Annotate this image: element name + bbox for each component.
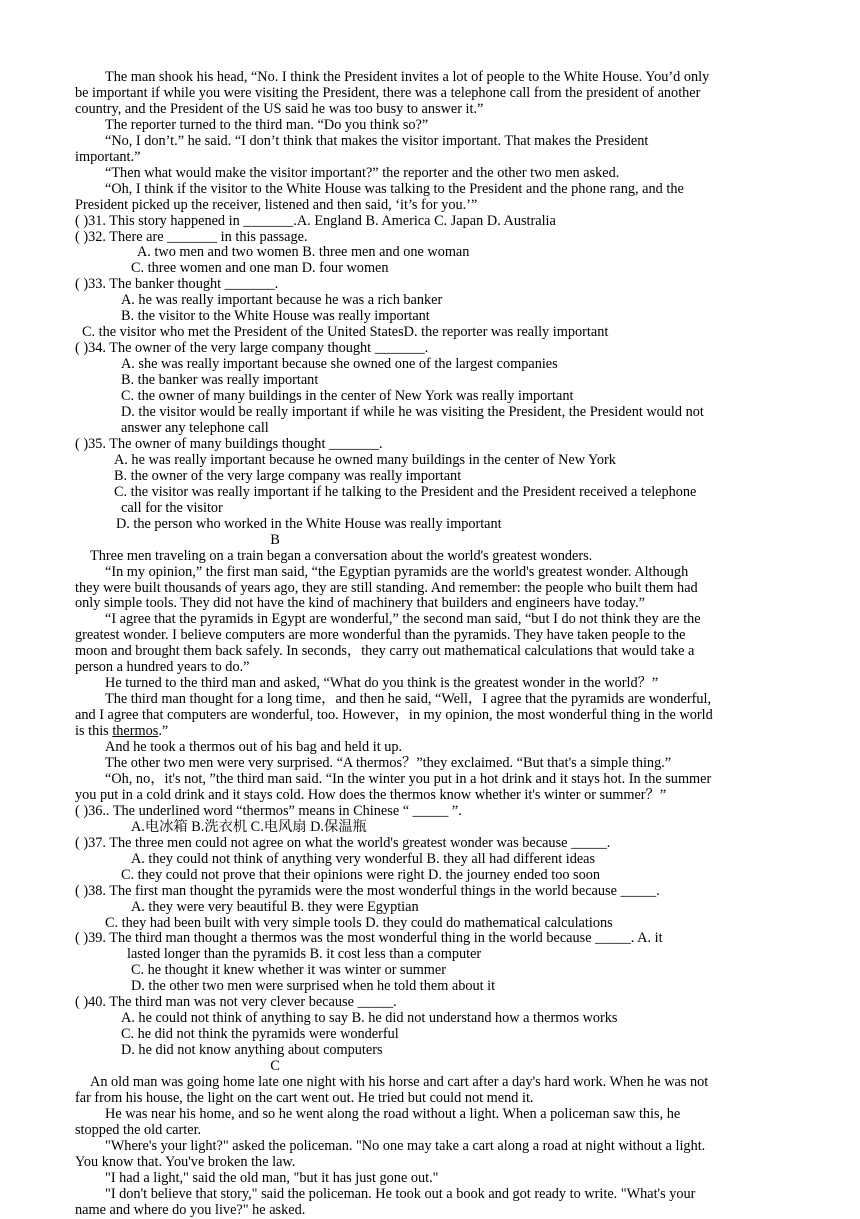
text-line bbox=[0, 628, 860, 644]
text-line bbox=[0, 357, 860, 373]
line-text: B. the owner of the very large company was really important bbox=[114, 467, 462, 484]
line-text: He turned to the third man and asked, “What do you think is the greatest wonder in the world？” bbox=[105, 675, 659, 692]
text-line bbox=[0, 421, 860, 437]
line-text: You know that. You've broken the law. bbox=[75, 1153, 296, 1170]
text-line bbox=[0, 70, 860, 86]
line-text: A. he was really important because he was a rich banker bbox=[121, 292, 443, 309]
line-text: President picked up the receiver, listened and then said, ‘it’s for you.’” bbox=[75, 196, 478, 213]
text-line bbox=[0, 660, 860, 676]
line-text: A.电冰箱 B.洗衣机 C.电风扇 D.保温瓶 bbox=[131, 818, 367, 835]
line-text: C. they had been built with very simple tools D. they could do mathematical calculations bbox=[105, 914, 613, 931]
line-text: C. they could not prove that their opinions were right D. the journey ended too soon bbox=[121, 866, 600, 883]
text-line bbox=[0, 836, 860, 852]
line-text: is this bbox=[75, 723, 113, 740]
text-line bbox=[0, 1043, 860, 1059]
text-line bbox=[0, 485, 860, 501]
line-text: ( )39. The third man thought a thermos was the most wonderful thing in the world because _____. A. it bbox=[75, 930, 663, 947]
line-text: A. they were very beautiful B. they were Egyptian bbox=[131, 898, 419, 915]
line-text: A. two men and two women B. three men and one woman bbox=[137, 244, 470, 261]
text-line bbox=[0, 405, 860, 421]
line-text: C. the visitor was really important if he talking to the President and the President received a telephone bbox=[114, 483, 697, 500]
line-text: B. the banker was really important bbox=[121, 372, 319, 389]
line-text: C. he thought it knew whether it was winter or summer bbox=[131, 962, 446, 979]
text-line bbox=[0, 166, 860, 182]
line-text-end: .” bbox=[158, 723, 169, 740]
text-line bbox=[0, 947, 860, 963]
text-line bbox=[0, 1011, 860, 1027]
line-text: lasted longer than the pyramids B. it cost less than a computer bbox=[127, 946, 482, 963]
text-line bbox=[0, 884, 860, 900]
line-text: Three men traveling on a train began a conversation about the world's greatest wonders. bbox=[90, 547, 593, 564]
line-text: "I don't believe that story," said the policeman. He took out a book and got ready to write. "What's your bbox=[105, 1185, 696, 1202]
text-line bbox=[0, 517, 860, 533]
line-text: ( )33. The banker thought _______. bbox=[75, 276, 279, 293]
text-line bbox=[0, 325, 860, 341]
text-line bbox=[0, 1107, 860, 1123]
text-line bbox=[0, 198, 860, 214]
text-line bbox=[0, 150, 860, 166]
text-line bbox=[0, 612, 860, 628]
line-text: “In my opinion,” the first man said, “the Egyptian pyramids are the world's greatest wonder. Although bbox=[105, 563, 689, 580]
text-line bbox=[0, 916, 860, 932]
line-text: “Oh, no，it's not, ”the third man said. “In the winter you put in a hot drink and it stays hot. In the summer bbox=[105, 770, 712, 787]
text-line bbox=[0, 804, 860, 820]
line-text: A. he was really important because he owned many buildings in the center of New York bbox=[114, 451, 616, 468]
text-line bbox=[0, 644, 860, 660]
text-line bbox=[0, 692, 860, 708]
text-line bbox=[0, 453, 860, 469]
text-line bbox=[0, 1075, 860, 1091]
text-line bbox=[0, 1091, 860, 1107]
text-line bbox=[0, 309, 860, 325]
text-line bbox=[0, 596, 860, 612]
text-line bbox=[0, 437, 860, 453]
line-text: C. three women and one man D. four women bbox=[131, 260, 389, 277]
text-line bbox=[0, 1187, 860, 1203]
line-text: The other two men were very surprised. “A thermos？”they exclaimed. “But that's a simple thing.” bbox=[105, 754, 672, 771]
line-text: greatest wonder. I believe computers are more wonderful than the pyramids. They have taken people to the bbox=[75, 627, 686, 644]
line-text: C. he did not think the pyramids were wonderful bbox=[121, 1026, 399, 1043]
line-text: ( )31. This story happened in _______.A. England B. America C. Japan D. Australia bbox=[75, 212, 556, 229]
text-line bbox=[0, 501, 860, 517]
text-line bbox=[0, 756, 860, 772]
text-line bbox=[0, 963, 860, 979]
line-text: C. the visitor who met the President of the United StatesD. the reporter was really important bbox=[82, 324, 609, 341]
underlined-word: thermos bbox=[112, 723, 159, 740]
text-line bbox=[0, 86, 860, 102]
text-line bbox=[0, 1203, 860, 1219]
line-text: and I agree that computers are wonderful, too. However，in my opinion, the most wonderful thing in the world bbox=[75, 707, 713, 724]
text-line bbox=[0, 549, 860, 565]
line-text: far from his house, the light on the cart went out. He tried but could not mend it. bbox=[75, 1090, 534, 1106]
line-text: A. she was really important because she owned one of the largest companies bbox=[121, 356, 558, 373]
line-text: An old man was going home late one night with his horse and cart after a day's hard work. When he was not bbox=[90, 1074, 709, 1091]
text-line bbox=[0, 341, 860, 357]
line-text: “Then what would make the visitor important?” the reporter and the other two men asked. bbox=[105, 164, 620, 181]
document-page bbox=[0, 70, 860, 1219]
text-line bbox=[0, 102, 860, 118]
text-line bbox=[0, 1171, 860, 1187]
line-text: B bbox=[270, 531, 280, 548]
text-line bbox=[0, 868, 860, 884]
text-line bbox=[0, 469, 860, 485]
text-line bbox=[0, 900, 860, 916]
text-line bbox=[0, 373, 860, 389]
text-line bbox=[0, 182, 860, 198]
line-text: they were built thousands of years ago, they are still standing. And remember: the people who built them had bbox=[75, 579, 698, 596]
line-text: ( )40. The third man was not very clever because _____. bbox=[75, 994, 397, 1011]
line-text: ( )37. The three men could not agree on what the world's greatest wonder was because _____. bbox=[75, 834, 611, 851]
line-text: answer any telephone call bbox=[121, 419, 269, 436]
line-text: A. they could not think of anything very wonderful B. they all had different ideas bbox=[131, 850, 596, 867]
line-text: stopped the old carter. bbox=[75, 1121, 202, 1138]
text-line bbox=[0, 788, 860, 804]
line-text: D. the person who worked in the White House was really important bbox=[116, 515, 502, 532]
text-line bbox=[0, 1027, 860, 1043]
text-line bbox=[0, 293, 860, 309]
section-heading bbox=[0, 533, 550, 549]
line-text: ( )38. The first man thought the pyramids were the most wonderful things in the world because _____. bbox=[75, 882, 660, 899]
line-text: "I had a light," said the old man, "but it has just gone out." bbox=[105, 1169, 439, 1186]
text-line bbox=[0, 979, 860, 995]
text-line bbox=[0, 214, 860, 230]
text-line bbox=[0, 389, 860, 405]
line-text: ( )34. The owner of the very large company thought _______. bbox=[75, 340, 429, 357]
text-line bbox=[0, 581, 860, 597]
line-text: D. the other two men were surprised when he told them about it bbox=[131, 978, 496, 995]
line-text: you put in a cold drink and it stays cold. How does the thermos know whether it's winter or summer？” bbox=[75, 786, 667, 803]
line-text: “Oh, I think if the visitor to the White House was talking to the President and the phone rang, and the bbox=[105, 180, 684, 197]
text-line bbox=[0, 245, 860, 261]
line-text: ( )35. The owner of many buildings thought _______. bbox=[75, 435, 383, 452]
line-text: ( )32. There are _______ in this passage. bbox=[75, 228, 308, 245]
text-line bbox=[0, 565, 860, 581]
text-line bbox=[0, 1139, 860, 1155]
line-text: B. the visitor to the White House was really important bbox=[121, 308, 430, 325]
text-line bbox=[0, 740, 860, 756]
text-line bbox=[0, 708, 860, 724]
line-text: The man shook his head, “No. I think the President invites a lot of people to the White House. You’d only bbox=[105, 69, 710, 85]
line-text: moon and brought them back safely. In seconds，they carry out mathematical calculations that would take a bbox=[75, 643, 695, 660]
text-line bbox=[0, 1155, 860, 1171]
line-text: C bbox=[270, 1058, 280, 1075]
text-line bbox=[0, 277, 860, 293]
line-text: A. he could not think of anything to say B. he did not understand how a thermos works bbox=[121, 1010, 618, 1027]
line-text: “I agree that the pyramids in Egypt are wonderful,” the second man said, “but I do not think they are the bbox=[105, 611, 701, 628]
line-text: D. the visitor would be really important if while he was visiting the President, the President would not bbox=[121, 404, 704, 421]
text-line bbox=[0, 261, 860, 277]
line-text: D. he did not know anything about computers bbox=[121, 1042, 383, 1059]
line-text: The reporter turned to the third man. “Do you think so?” bbox=[105, 116, 429, 133]
text-line bbox=[0, 852, 860, 868]
text-line bbox=[0, 772, 860, 788]
line-text: He was near his home, and so he went along the road without a light. When a policeman saw this, he bbox=[105, 1105, 681, 1122]
line-text: call for the visitor bbox=[121, 499, 223, 516]
line-text: And he took a thermos out of his bag and held it up. bbox=[105, 739, 403, 756]
text-line bbox=[0, 1123, 860, 1139]
text-line bbox=[0, 118, 860, 134]
text-line bbox=[0, 230, 860, 246]
text-line bbox=[0, 995, 860, 1011]
text-line bbox=[0, 931, 860, 947]
section-heading bbox=[0, 1059, 550, 1075]
line-text: important.” bbox=[75, 148, 141, 165]
line-text: “No, I don’t.” he said. “I don’t think that makes the visitor important. That makes the President bbox=[105, 132, 649, 149]
text-line bbox=[0, 820, 860, 836]
line-text: The third man thought for a long time，and then he said, “Well，I agree that the pyramids are wonderful, bbox=[105, 691, 712, 708]
line-text: C. the owner of many buildings in the center of New York was really important bbox=[121, 388, 574, 405]
text-line bbox=[0, 676, 860, 692]
line-text: ( )36.. The underlined word “thermos” means in Chinese “ _____ ”. bbox=[75, 802, 462, 819]
line-text: "Where's your light?" asked the policeman. "No one may take a cart along a road at night without a light. bbox=[105, 1137, 706, 1154]
line-text: be important if while you were visiting the President, there was a telephone call from the president of another bbox=[75, 84, 701, 101]
text-line bbox=[0, 134, 860, 150]
line-text: country, and the President of the US said he was too busy to answer it.” bbox=[75, 100, 484, 117]
line-text: only simple tools. They did not have the kind of machinery that builders and engineers have today.” bbox=[75, 595, 645, 612]
text-line bbox=[0, 724, 860, 740]
line-text: name and where do you live?" he asked. bbox=[75, 1201, 306, 1218]
line-text: person a hundred years to do.” bbox=[75, 659, 250, 676]
